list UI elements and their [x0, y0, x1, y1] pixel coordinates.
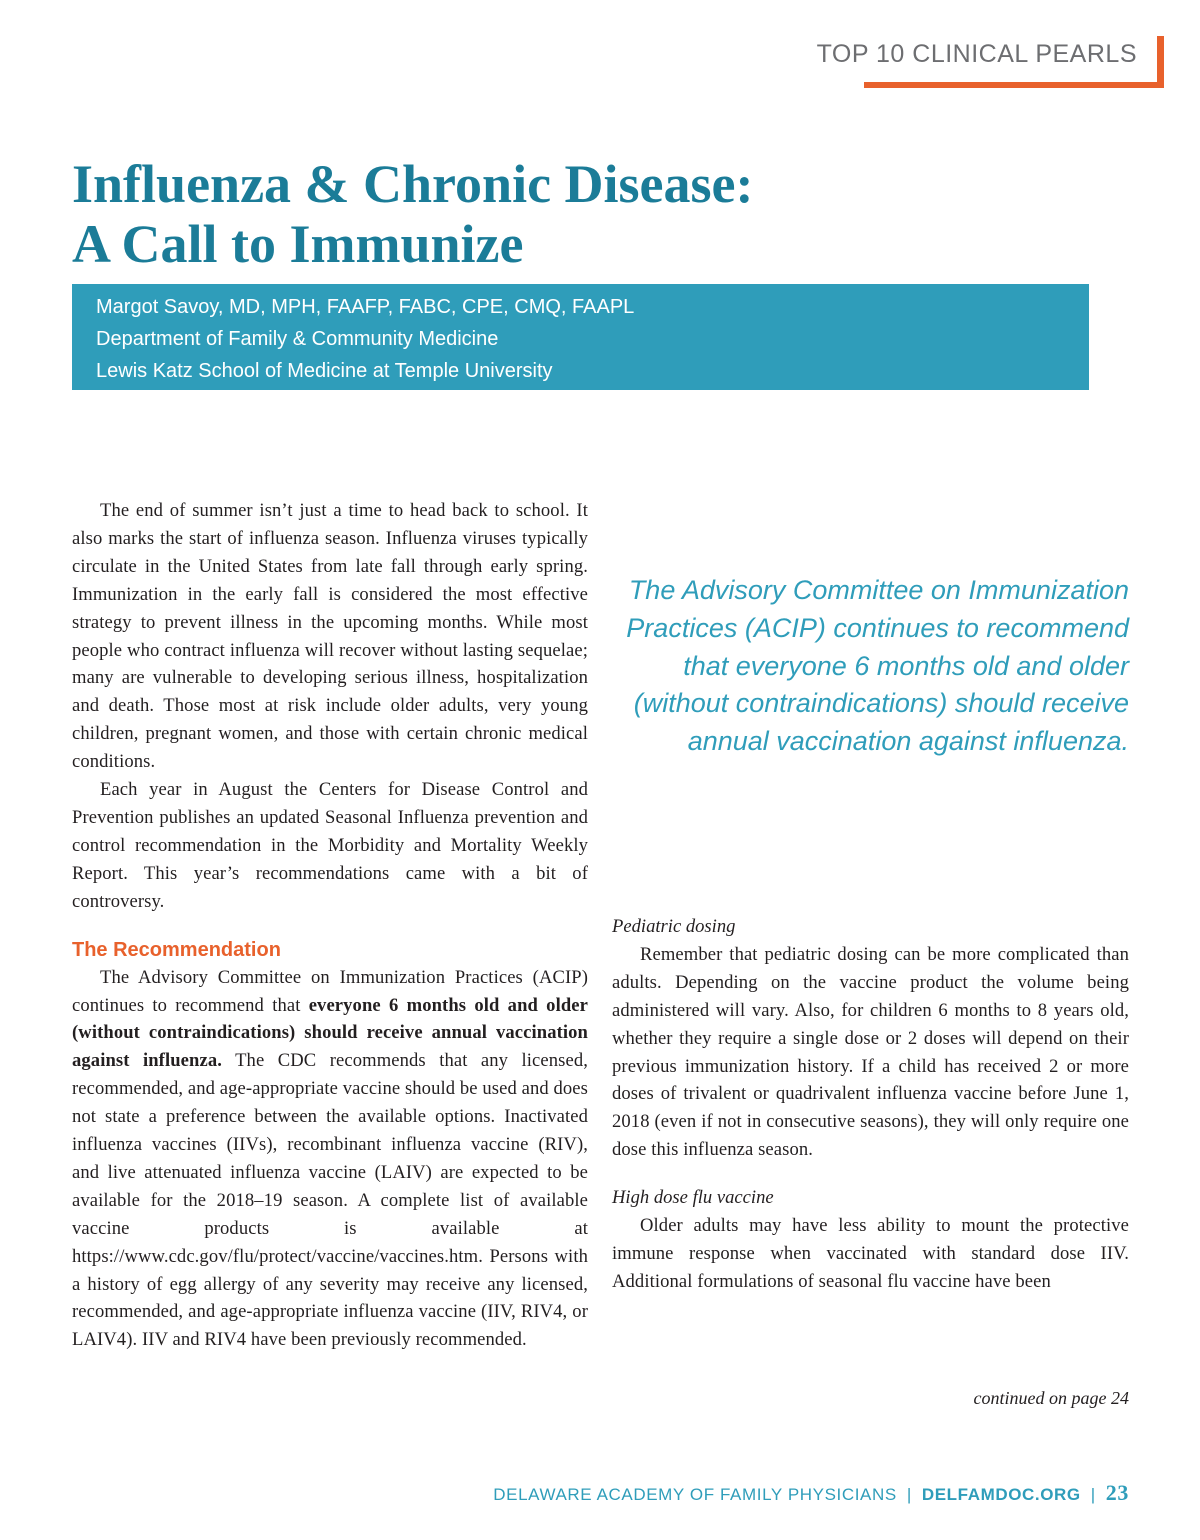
author-department: Department of Family & Community Medicine: [96, 328, 499, 350]
recommendation-text-start: The Advisory Committee on Immunization Practices (ACIP) continues to recommend that: [72, 966, 588, 1016]
pediatric-dosing-paragraph: Remember that pediatric dosing can be more complicated than adults. Depending on the vaccine product the volume being administered will vary. Also, for children 6 months to 8 years old, whether they require a single dose or 2 doses will depend on their previous immunization history. If a child has received 2 or more doses of trivalent or quadrivalent influenza vaccine before June 1, 2018 (even if not in consecutive seasons), they will only require one dose this influenza season.: [612, 943, 1129, 1161]
right-column: [612, 913, 1129, 1296]
page-number: 23: [1105, 1480, 1129, 1505]
article-title: [72, 154, 1112, 274]
high-dose-heading: High dose flu vaccine: [612, 1187, 774, 1209]
footer-separator-2: |: [1090, 1485, 1096, 1504]
footer-separator: |: [906, 1485, 912, 1504]
recommendation-heading: The Recommendation: [72, 938, 281, 961]
intro-paragraph-1: The end of summer isn’t just a time to head back to school. It also marks the start of influenza season. Influenza viruses typically circulate in the United States from late fall through early spring. Immunization in the early fall is considered the most effective strategy to prevent illness in the upcoming months. While most people who contract influenza will recover without lasting sequelae; many are vulnerable to developing serious illness, hospitalization and death. Those most at risk include older adults, very young children, pregnant women, and those with certain chronic medical conditions.: [72, 500, 588, 773]
continued-note: continued on page 24: [973, 1388, 1129, 1408]
paragraph-gap: [612, 1164, 1129, 1184]
section-tag: [816, 36, 1164, 88]
page-footer: [493, 1480, 1129, 1506]
recommendation-text-end: The CDC recommends that any licensed, recommended, and age-appropriate vaccine should be used and does not state a preference between the available options. Inactivated influenza vaccines (IIVs), recombinant influenza vaccine (RIV), and live attenuated influenza vaccine (LAIV) are expected to be available for the 2018–19 season. A complete list of available vaccine products is available at https://www.cdc.gov/flu/protect/vaccine/vaccines.htm. Persons with a history of egg allergy of any severity may receive any licensed, recommended, and age-appropriate influenza vaccine (IIV, RIV4, or LAIV4). IIV and RIV4 have been previously recommended.: [72, 1050, 588, 1351]
intro-paragraph-2: Each year in August the Centers for Disease Control and Prevention publishes an updated Seasonal Influenza prevention and control recommendation in the Morbidity and Mortality Weekly Report. This year’s recommendations came with a bit of controversy.: [72, 779, 588, 912]
author-institution: Lewis Katz School of Medicine at Temple University: [96, 360, 553, 382]
author-band: [72, 284, 1089, 390]
paragraph-gap: [72, 916, 588, 936]
pediatric-dosing-heading: Pediatric dosing: [612, 916, 736, 937]
footer-organization: DELAWARE ACADEMY OF FAMILY PHYSICIANS: [493, 1485, 897, 1504]
footer-website: DELFAMDOC.ORG: [921, 1485, 1081, 1504]
pull-quote: The Advisory Committee on Immunization Practices (ACIP) continues to recommend that everyone 6 months old and older (without contraindications) should receive annual vaccination against influenza.: [626, 575, 1129, 757]
author-name: Margot Savoy, MD, MPH, FAAFP, FABC, CPE, CMQ, FAAPL: [96, 296, 635, 318]
title-line-2: A Call to Immunize: [72, 214, 524, 274]
section-tag-label: TOP 10 CLINICAL PEARLS: [816, 40, 1137, 68]
recommendation-paragraph: [72, 964, 588, 1355]
left-column: [72, 497, 588, 1354]
high-dose-paragraph: Older adults may have less ability to mount the protective immune response when vaccinated with standard dose IIV. Additional formulations of seasonal flu vaccine have been: [612, 1215, 1129, 1292]
title-line-1: Influenza & Chronic Disease:: [72, 154, 754, 214]
recommendation-bold-text: everyone 6 months old and older (without contraindications) should receive annual vaccination against influenza.: [72, 994, 588, 1072]
